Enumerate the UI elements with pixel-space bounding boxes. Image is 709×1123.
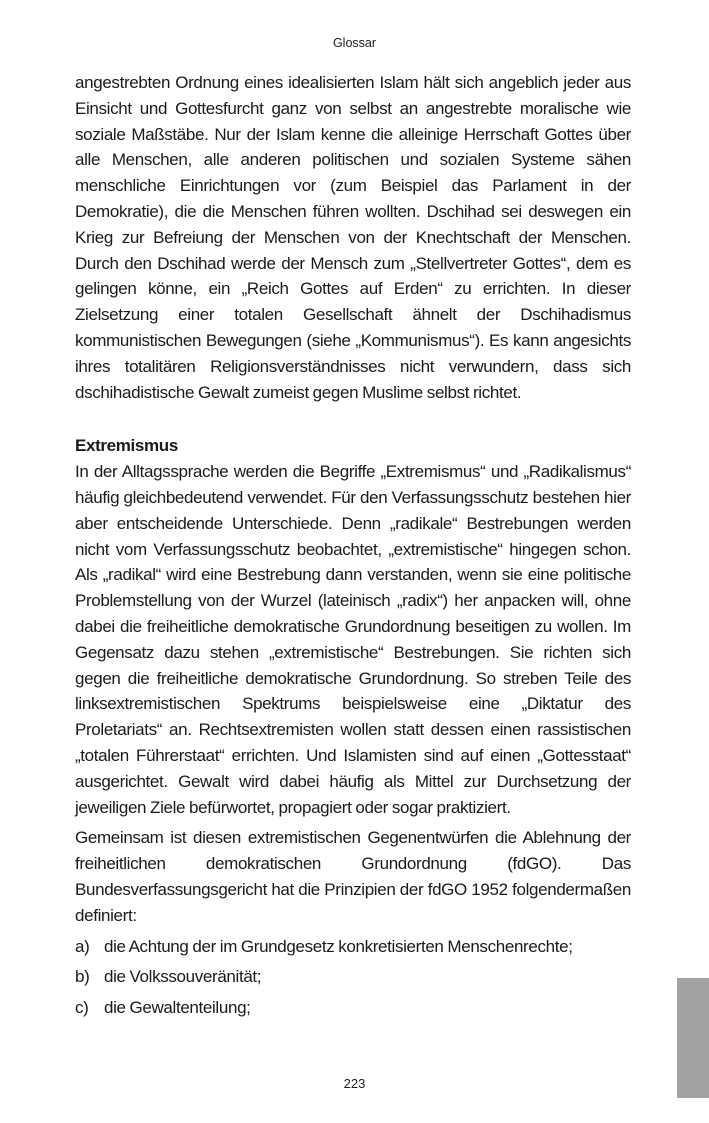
page-body	[75, 70, 631, 1026]
body-paragraph-intro: angestrebten Ordnung eines idealisierten Islam hält sich angeblich jeder aus Einsicht und Gottesfurcht ganz von selbst an angestrebte moralische wie soziale Maßstäbe. Nur der Islam kenne die alleinige Herrschaft Gottes über alle Menschen, alle anderen politischen und sozialen Systeme sähen menschliche Einrichtungen vor (zum Beispiel das Parlament in der Demokratie), die die Menschen führen wollten. Dschihad sei deswegen ein Krieg zur Befreiung der Menschen von der Knechtschaft der Menschen. Durch den Dschihad werde der Mensch zum „Stellvertreter Gottes“, dem es gelingen könne, ein „Reich Gottes auf Erden“ zu errichten. In dieser Zielsetzung einer totalen Gesellschaft ähnelt der Dschihadismus kommunistischen Bewegungen (siehe „Kommunismus“). Es kann angesichts ihres totalitären Religionsverständnisses nicht verwundern, dass sich dschihadistische Gewalt zumeist gegen Muslime selbst richtet.	[75, 73, 631, 402]
list-item-marker: a)	[75, 936, 90, 956]
body-paragraph: Gemeinsam ist diesen extremistischen Gegenentwürfen die Ablehnung der freiheitlichen demokratischen Grundordnung (fdGO). Das Bundesverfassungsgericht hat die Prinzipien der fdGO 1952 folgendermaßen definiert:	[75, 828, 631, 925]
list-item-marker: c)	[75, 998, 89, 1018]
body-paragraph: In der Alltagssprache werden die Begriffe „Extremismus“ und „Radikalismus“ häufig gleichbedeutend verwendet. Für den Verfassungsschutz bestehen hier aber entscheidende Unterschiede. Denn „radikale“ Bestrebungen werden nicht vom Verfassungsschutz beobachtet, „extremistische“ hingegen schon. Als „radikal“ wird eine Bestrebung dann verstanden, wenn sie eine politische Problemstellung von der Wurzel (lateinisch „radix“) her anpacken will, ohne dabei die freiheitliche demokratische Grundordnung beseitigen zu wollen. Im Gegensatz dazu stehen „extremistische“ Bestrebungen. Sie richten sich gegen die freiheitliche demokratische Grundordnung. So streben Teile des linksextremistischen Spektrums beispielsweise eine „Diktatur des Proletariats“ an. Rechtsextremisten wollen statt dessen einen rassistischen „totalen Führerstaat“ errichten. Und Islamisten sind auf einen „Gottesstaat“ ausgerichtet. Gewalt wird dabei häufig als Mittel zur Durchsetzung der jeweiligen Ziele befürwortet, propagiert oder sogar praktiziert.	[75, 462, 631, 817]
list-item	[75, 964, 631, 990]
page-number: 223	[343, 1076, 366, 1091]
principles-list	[75, 934, 631, 1021]
list-item-text: die Volkssouveränität;	[104, 967, 262, 987]
list-item-text: die Achtung der im Grundgesetz konkretisierten Menschenrechte;	[104, 936, 573, 956]
list-item-marker: b)	[75, 967, 90, 987]
chapter-thumb-tab	[677, 978, 709, 1098]
running-header: Glossar	[332, 36, 377, 50]
list-item-text: die Gewaltenteilung;	[104, 998, 251, 1018]
section-heading-extremismus: Extremismus	[75, 436, 178, 456]
list-item	[75, 995, 631, 1021]
list-item	[75, 934, 631, 960]
